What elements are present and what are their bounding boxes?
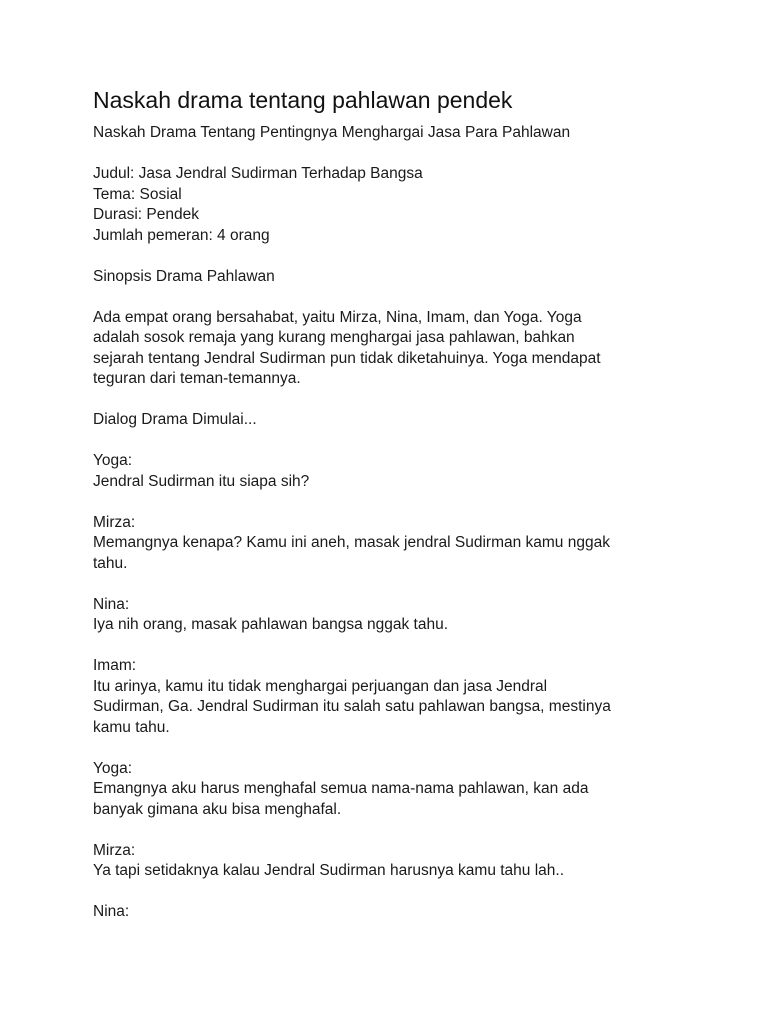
- drama-info: [93, 164, 713, 246]
- dialog-heading: Dialog Drama Dimulai...: [93, 411, 257, 428]
- dialog-line: Emangnya aku harus menghafal semua nama-nama pahlawan, kan ada: [93, 780, 589, 797]
- spacer: [93, 574, 713, 595]
- dialog-line: Ya tapi setidaknya kalau Jendral Sudirman harusnya kamu tahu lah..: [93, 862, 565, 879]
- dialog-speaker: Nina:: [93, 903, 130, 920]
- document-subtitle: Naskah Drama Tentang Pentingnya Menghargai Jasa Para Pahlawan: [93, 124, 571, 141]
- spacer: [93, 636, 713, 657]
- sinopsis-line: teguran dari teman-temannya.: [93, 370, 301, 387]
- dialog-block: [93, 759, 713, 821]
- dialog-line: Iya nih orang, masak pahlawan bangsa nggak tahu.: [93, 616, 449, 633]
- spacer: [93, 246, 713, 267]
- info-tema: Tema: Sosial: [93, 185, 182, 203]
- spacer: [93, 492, 713, 513]
- document-title: Naskah drama tentang pahlawan pendek: [93, 87, 513, 113]
- dialog-line: Jendral Sudirman itu siapa sih?: [93, 472, 310, 490]
- dialog-speaker: Yoga:: [93, 759, 133, 777]
- sinopsis-paragraph: [93, 308, 713, 390]
- spacer: [93, 882, 713, 903]
- dialog-block: [93, 513, 713, 575]
- info-durasi: Durasi: Pendek: [93, 206, 199, 223]
- dialog-line: tahu.: [93, 554, 128, 572]
- spacer: [93, 144, 713, 165]
- spacer: [93, 390, 713, 411]
- dialog-line: banyak gimana aku bisa menghafal.: [93, 800, 342, 818]
- dialog-speaker: Mirza:: [93, 841, 136, 859]
- dialog-speaker: Mirza:: [93, 513, 136, 531]
- dialog-speaker: Yoga:: [93, 452, 133, 469]
- sinopsis-line: adalah sosok remaja yang kurang menghargai jasa pahlawan, bahkan: [93, 329, 575, 346]
- dialog-block: [93, 902, 713, 923]
- dialog-line: Memangnya kenapa? Kamu ini aneh, masak jendral Sudirman kamu nggak: [93, 534, 610, 551]
- dialog-block: [93, 656, 713, 738]
- dialog-line: Itu arinya, kamu itu tidak menghargai perjuangan dan jasa Jendral: [93, 677, 548, 695]
- spacer: [93, 820, 713, 841]
- dialog-block: [93, 841, 713, 882]
- info-judul: Judul: Jasa Jendral Sudirman Terhadap Bangsa: [93, 165, 423, 182]
- info-pemeran: Jumlah pemeran: 4 orang: [93, 226, 270, 244]
- sinopsis-heading: Sinopsis Drama Pahlawan: [93, 267, 275, 285]
- document-page: [93, 85, 713, 923]
- dialog-speaker: Imam:: [93, 657, 137, 674]
- spacer: [93, 431, 713, 452]
- dialog-block: [93, 451, 713, 492]
- sinopsis-line: Ada empat orang bersahabat, yaitu Mirza, Nina, Imam, dan Yoga. Yoga: [93, 308, 582, 326]
- dialog-line: Sudirman, Ga. Jendral Sudirman itu salah satu pahlawan bangsa, mestinya: [93, 698, 611, 715]
- spacer: [93, 287, 713, 308]
- spacer: [93, 738, 713, 759]
- dialog-speaker: Nina:: [93, 595, 130, 613]
- dialog-block: [93, 595, 713, 636]
- dialog-line: kamu tahu.: [93, 718, 170, 736]
- sinopsis-line: sejarah tentang Jendral Sudirman pun tidak diketahuinya. Yoga mendapat: [93, 349, 601, 367]
